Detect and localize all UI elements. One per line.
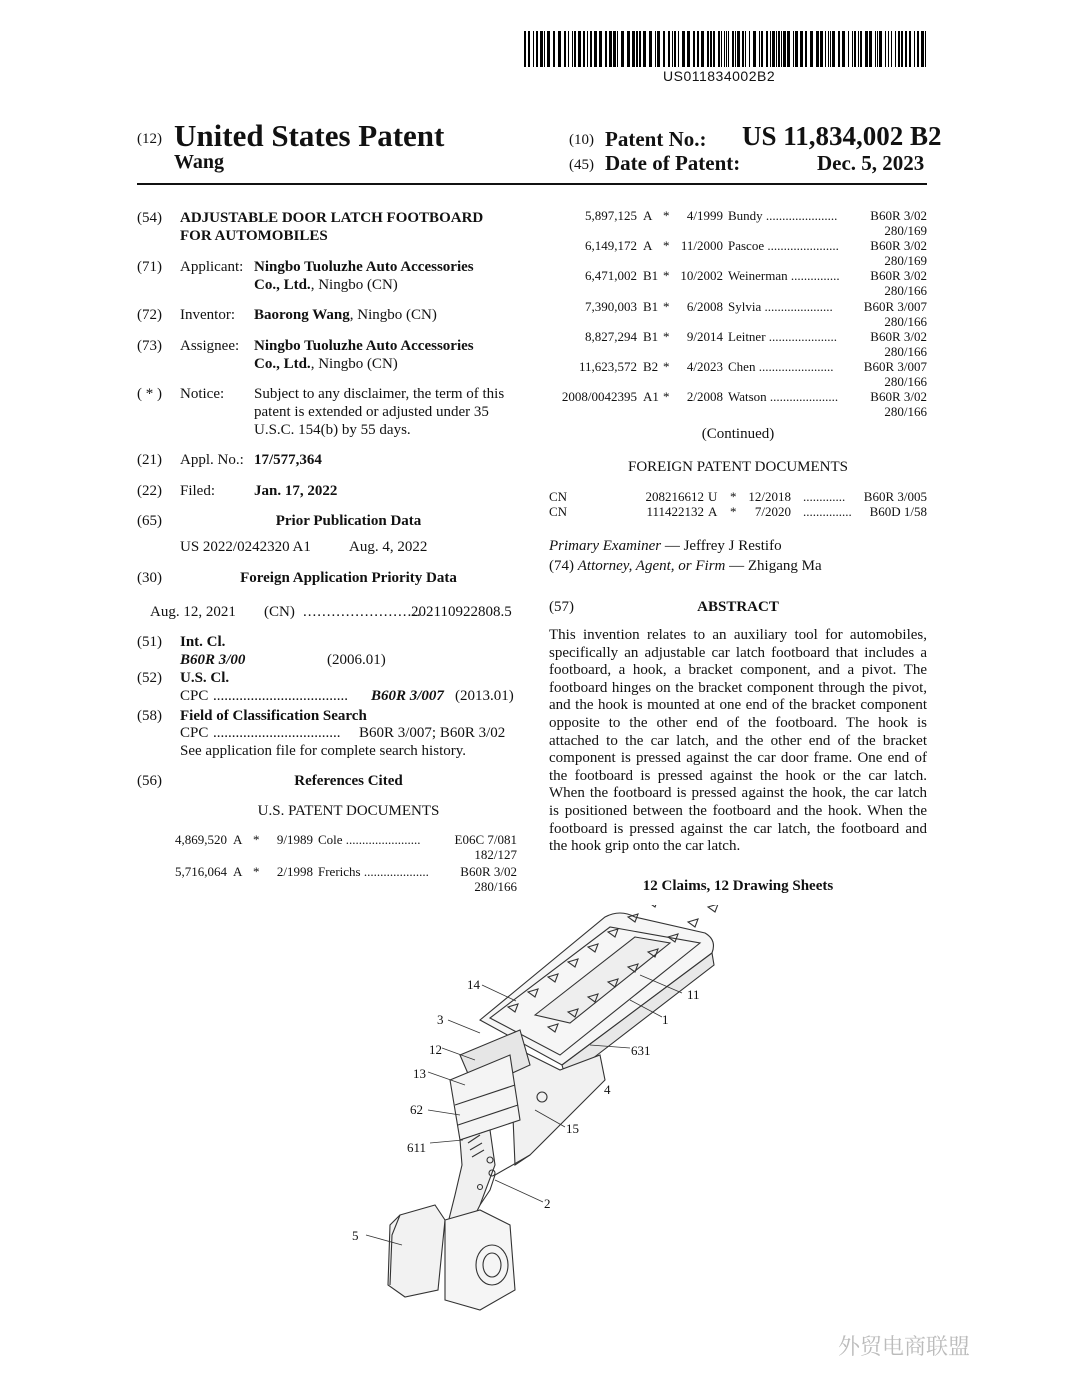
ref-name: Watson .....................	[728, 389, 839, 405]
ref-name: Cole .......................	[318, 832, 421, 847]
priority-heading: Foreign Application Priority Data	[240, 570, 457, 586]
ref-name: Sylvia .....................	[728, 298, 833, 314]
ref-class-2: 280/166	[474, 879, 517, 894]
ref-name: Chen .......................	[728, 359, 834, 374]
priority-date: Aug. 12, 2021	[150, 604, 236, 620]
foreign-docs-heading: FOREIGN PATENT DOCUMENTS	[627, 459, 849, 475]
applicant-city: , Ningbo (CN)	[310, 277, 398, 293]
drawing-ref-label: 611	[407, 1140, 427, 1155]
ref-class: B60R 3/02	[870, 238, 927, 254]
code-58: (58)	[137, 708, 162, 724]
ref-kind: B1	[643, 328, 659, 344]
ref-date: 9/1989	[276, 832, 313, 847]
ref-kind: A	[643, 208, 653, 223]
ref-star: *	[253, 832, 260, 847]
notice-label: Notice:	[180, 386, 225, 402]
assignee-city: , Ningbo (CN)	[310, 356, 398, 372]
priority-dots: .........................	[303, 604, 422, 620]
code-52: (52)	[137, 670, 162, 686]
us-cl-year: (2013.01)	[455, 688, 514, 704]
attorney-label: Attorney, Agent, or Firm	[577, 558, 726, 574]
ref-kind: B2	[643, 359, 659, 374]
code-57: (57)	[549, 599, 574, 615]
code-notice: ( * )	[137, 386, 162, 402]
field-search-cpc: CPC	[180, 725, 209, 741]
us-cl-label: U.S. Cl.	[180, 670, 230, 686]
us-cl-class: B60R 3/007	[371, 688, 444, 704]
appl-no-value: 17/577,364	[254, 452, 322, 468]
invention-title-line2: FOR AUTOMOBILES	[180, 228, 328, 244]
ref-class: B60R 3/02	[870, 328, 927, 344]
drawing-ref-label: 15	[566, 1121, 579, 1136]
invention-title-line1: ADJUSTABLE DOOR LATCH FOOTBOARD	[180, 210, 484, 226]
ref-date: 10/2002	[680, 268, 723, 284]
filed-value: Jan. 17, 2022	[254, 483, 338, 499]
ref-star: *	[663, 298, 670, 314]
ref-number: 6,471,002	[585, 268, 637, 284]
assignee-line1: Ningbo Tuoluzhe Auto Accessories	[254, 338, 474, 354]
drawing-ref-label: 12	[429, 1042, 442, 1057]
field-search-dots: ..................................	[213, 725, 341, 741]
abstract-heading: ABSTRACT	[697, 599, 779, 615]
ref-class-2: 182/127	[474, 847, 517, 862]
ref-class: E06C 7/081	[454, 832, 517, 847]
ref-star: *	[663, 238, 670, 254]
header-rule	[137, 183, 927, 185]
drawing-ref-label: 11	[687, 987, 700, 1002]
drawing-ref-label: 14	[467, 977, 480, 992]
prior-pub-number: US 2022/0242320 A1	[180, 539, 311, 555]
ref-star: *	[663, 359, 670, 374]
patent-date: Dec. 5, 2023	[817, 151, 925, 175]
ref-class: B60R 3/02	[460, 864, 517, 879]
abstract-text: This invention relates to an auxiliary tool for automobiles, specifically an adjustable car latch footboard that includes a footboard, a hook, a bracket component, and a pivot. The footboard hinges on the bracket component through the pivot, and the hook is mounted at one end of the bracket component opposite to the other end of the footboard. The hook is attached to the car latch, and the other end of the bracket component is pressed against the car door frame. One end of the footboard is pressed against the hook or the car latch. When the footboard is pressed against the hook, the car latch is positioned between the footboard and the hook. When the footboard is pressed against the car latch, the footboard and the hook grip onto the car latch.	[549, 627, 927, 855]
priority-country: (CN)	[264, 604, 295, 620]
ref-number: 8,827,294	[585, 328, 637, 344]
int-cl-year: (2006.01)	[327, 652, 386, 668]
drawing-ref-label: 62	[410, 1102, 423, 1117]
foreign-star: *	[730, 489, 737, 504]
code-51: (51)	[137, 634, 162, 650]
claims-summary: 12 Claims, 12 Drawing Sheets	[642, 878, 834, 894]
code-12: (12)	[137, 131, 162, 147]
ref-star: *	[663, 328, 670, 344]
foreign-number: 111422132	[646, 504, 704, 519]
int-cl-label: Int. Cl.	[180, 634, 226, 650]
barcode-number: US011834002B2	[663, 68, 776, 84]
foreign-dots: .............	[803, 489, 846, 504]
drawing-ref-label: 13	[413, 1066, 426, 1081]
ref-class-2: 280/166	[884, 343, 927, 359]
us-patent-docs-heading: U.S. PATENT DOCUMENTS	[257, 803, 440, 819]
foreign-date: 7/2020	[754, 504, 791, 519]
ref-date: 2/1998	[276, 864, 313, 879]
prior-pub-heading: Prior Publication Data	[275, 513, 422, 529]
inventor-name: Baorong Wang	[254, 307, 350, 323]
inventor-value	[254, 306, 437, 324]
ref-number: 7,390,003	[585, 298, 637, 314]
ref-name: Weinerman ...............	[728, 268, 840, 284]
ref-star: *	[663, 268, 670, 284]
attorney	[549, 557, 822, 575]
code-56: (56)	[137, 773, 162, 789]
ref-date: 6/2008	[686, 298, 723, 314]
foreign-country: CN	[549, 489, 568, 504]
patent-no-label: Patent No.:	[605, 127, 707, 151]
ref-kind: A	[643, 238, 653, 254]
applicant-label: Applicant:	[180, 259, 244, 275]
attorney-name: — Zhigang Ma	[725, 558, 822, 574]
ref-name: Pascoe ......................	[728, 238, 839, 254]
notice-line3: U.S.C. 154(b) by 55 days.	[254, 422, 411, 438]
code-45: (45)	[569, 157, 594, 173]
ref-class-2: 280/166	[884, 374, 927, 389]
ref-class-2: 280/166	[884, 313, 927, 329]
foreign-number: 208216612	[645, 489, 704, 504]
ref-kind: A1	[643, 389, 659, 405]
serration-tooth	[708, 905, 718, 912]
ref-class-2: 280/166	[884, 283, 927, 299]
appl-no-label: Appl. No.:	[180, 452, 244, 468]
inventor-label: Inventor:	[180, 307, 235, 323]
assignee-co: Co., Ltd.	[254, 356, 311, 372]
ref-date: 2/2008	[686, 389, 723, 405]
code-65: (65)	[137, 513, 162, 529]
code-71: (71)	[137, 259, 162, 275]
ref-kind: A	[233, 832, 243, 847]
field-search-value: B60R 3/007; B60R 3/02	[359, 725, 506, 741]
ref-number: 5,897,125	[585, 208, 637, 223]
ref-name: Bundy ......................	[728, 208, 838, 223]
serration-tooth	[648, 905, 658, 907]
drawing-ref-label: 1	[662, 1012, 669, 1027]
filed-label: Filed:	[180, 483, 216, 499]
patent-drawing	[330, 905, 750, 1320]
ref-number: 6,149,172	[585, 238, 637, 254]
applicant-line2	[254, 276, 398, 294]
ref-number: 5,716,064	[175, 864, 227, 879]
code-10: (10)	[569, 132, 594, 148]
notice-line1: Subject to any disclaimer, the term of this	[254, 386, 505, 402]
field-search-label: Field of Classification Search	[180, 708, 367, 724]
int-cl-class: B60R 3/00	[180, 652, 246, 668]
foreign-kind: U	[708, 489, 718, 504]
ref-number: 4,869,520	[175, 832, 227, 847]
patent-number: US 11,834,002 B2	[742, 121, 942, 151]
ref-date: 4/1999	[686, 208, 723, 223]
drawing-ref-label: 5	[352, 1228, 359, 1243]
ref-date: 9/2014	[686, 328, 723, 344]
primary-examiner	[549, 537, 782, 555]
code-22: (22)	[137, 483, 162, 499]
assignee-label: Assignee:	[180, 338, 240, 354]
inventor-city: , Ningbo (CN)	[349, 307, 437, 323]
foreign-class: B60D 1/58	[869, 504, 927, 519]
date-label: Date of Patent:	[605, 151, 741, 175]
refs-heading: References Cited	[294, 773, 403, 789]
ref-date: 4/2023	[686, 359, 723, 374]
foreign-date: 12/2018	[748, 489, 791, 504]
refs-continued: (Continued)	[701, 426, 775, 442]
examiner-name: — Jeffrey J Restifo	[661, 538, 782, 554]
code-30: (30)	[137, 570, 162, 586]
serration-tooth	[688, 919, 698, 927]
patent-title: United States Patent	[174, 118, 445, 153]
drawing-ref-label: 3	[437, 1012, 444, 1027]
ref-class-2: 280/169	[884, 223, 927, 238]
foreign-star: *	[730, 504, 737, 519]
ref-star: *	[253, 864, 260, 879]
barcode	[524, 31, 928, 67]
ref-name: Frerichs ....................	[318, 864, 429, 879]
ref-date: 11/2000	[680, 238, 723, 254]
notice-line2: patent is extended or adjusted under 35	[254, 404, 489, 420]
code-72: (72)	[137, 307, 162, 323]
drawing-ref-label: 631	[631, 1043, 651, 1058]
ref-kind: B1	[643, 298, 659, 314]
ref-star: *	[663, 208, 670, 223]
field-search-note: See application file for complete search history.	[180, 743, 467, 759]
drawing-ref-label: 2	[544, 1196, 551, 1211]
ref-class: B60R 3/02	[870, 208, 927, 223]
foreign-class: B60R 3/005	[863, 489, 927, 504]
drawing-ref-label: 4	[604, 1082, 611, 1097]
foreign-dots: ...............	[803, 504, 852, 519]
ref-number: 11,623,572	[578, 359, 637, 374]
code-21: (21)	[137, 452, 162, 468]
us-cl-cpc: CPC	[180, 688, 209, 704]
applicant-line1: Ningbo Tuoluzhe Auto Accessories	[254, 259, 474, 275]
ref-class: B60R 3/02	[870, 389, 927, 405]
foreign-kind: A	[708, 504, 718, 519]
priority-number: 202110922808.5	[411, 604, 512, 620]
applicant-co: Co., Ltd.	[254, 277, 311, 293]
code-74: (74)	[549, 558, 574, 574]
code-54: (54)	[137, 210, 162, 226]
ref-class-2: 280/169	[884, 253, 927, 269]
us-cl-dots: ....................................	[213, 688, 348, 704]
assignee-line2	[254, 355, 398, 373]
ref-number: 2008/0042395	[561, 389, 637, 405]
watermark: 外贸电商联盟	[838, 1335, 971, 1360]
ref-name: Leitner .....................	[728, 328, 838, 344]
ref-kind: B1	[643, 268, 659, 284]
ref-class-2: 280/166	[884, 404, 927, 420]
ref-class: B60R 3/007	[863, 359, 927, 374]
prior-pub-date: Aug. 4, 2022	[349, 539, 428, 555]
ref-star: *	[663, 389, 670, 405]
ref-kind: A	[233, 864, 243, 879]
code-73: (73)	[137, 338, 162, 354]
inventor-surname: Wang	[174, 151, 225, 173]
examiner-label: Primary Examiner	[549, 538, 662, 554]
ref-class: B60R 3/02	[870, 268, 927, 284]
ref-class: B60R 3/007	[863, 298, 927, 314]
foreign-country: CN	[549, 504, 568, 519]
